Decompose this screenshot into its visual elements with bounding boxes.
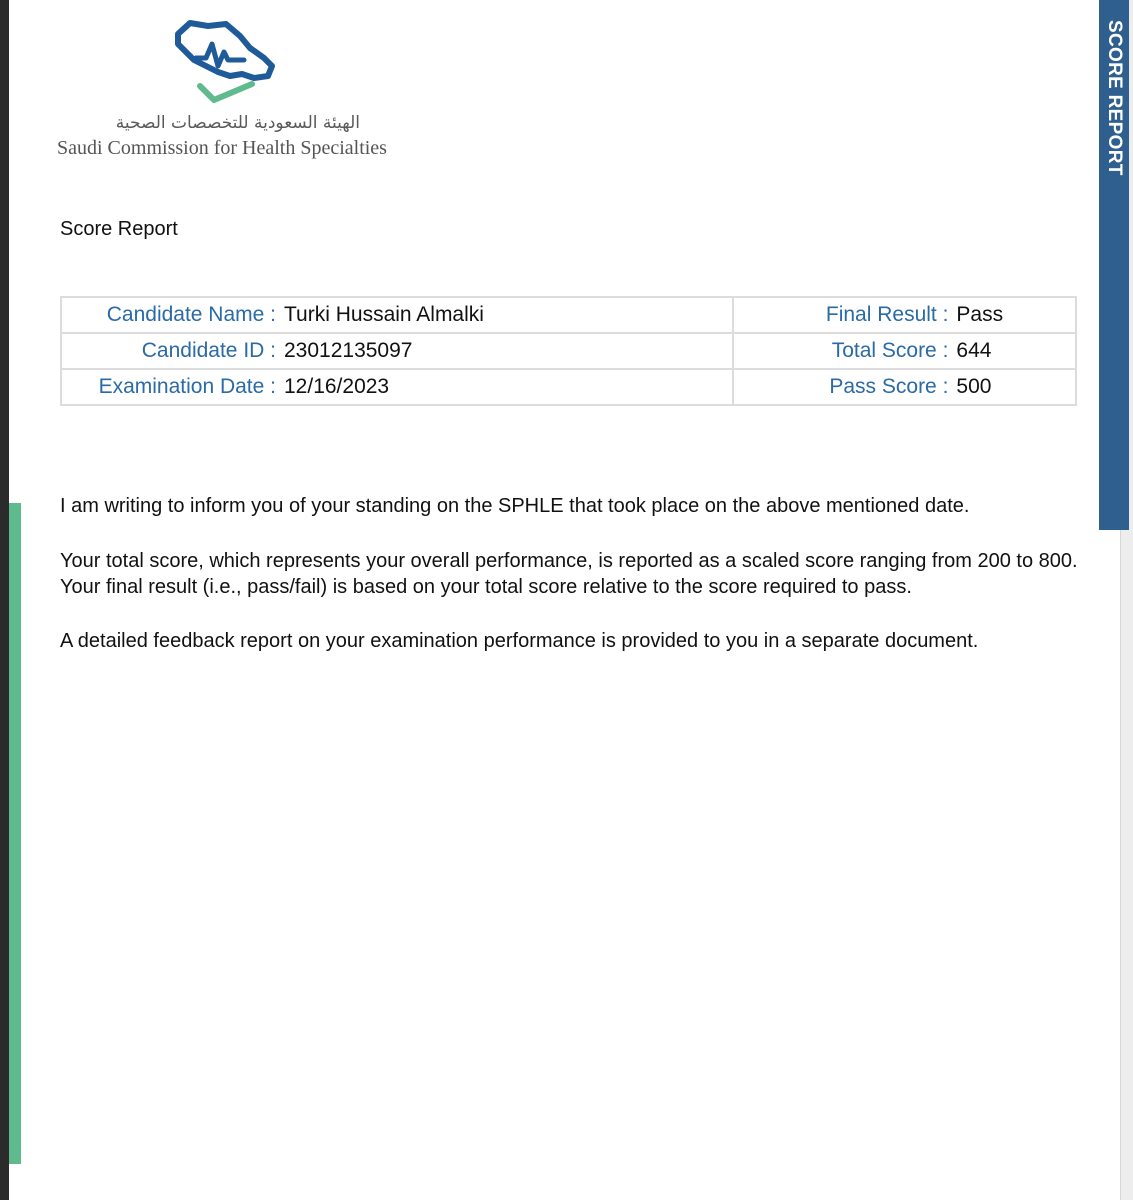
examination-date-label: Examination Date : [98,375,276,398]
body-paragraph-score-explanation: Your total score, which represents your overall performance, is reported as a scaled score ranging from 200 to 800. Your final result (i.e., pass/fail) is based on your total score relative to the score required to pass. [60,550,1078,598]
pass-score-label: Pass Score : [829,375,949,398]
side-tab-label: SCORE REPORT [1104,20,1125,176]
examination-date-cell [61,369,733,405]
final-result-label: Final Result : [825,303,949,326]
total-score-value: 644 [956,339,992,362]
final-result-value: Pass [956,303,1004,326]
green-accent-bar [9,503,21,1164]
pass-score-value: 500 [956,375,992,398]
table-row [61,297,1076,333]
side-tab-label-container [1099,20,1129,195]
final-result-cell [733,297,1076,333]
candidate-id-label: Candidate ID : [141,339,276,362]
candidate-name-value: Turki Hussain Almalki [284,303,484,326]
candidate-name-label: Candidate Name : [106,303,276,326]
candidate-id-value: 23012135097 [284,339,413,362]
candidate-name-cell [61,297,733,333]
left-page-edge [0,0,9,1200]
candidate-id-cell [61,333,733,369]
total-score-label: Total Score : [831,339,949,362]
total-score-cell [733,333,1076,369]
table-row [61,333,1076,369]
org-name-english: Saudi Commission for Health Specialties [57,137,387,159]
body-paragraph-feedback: A detailed feedback report on your examination performance is provided to you in a separate document. [60,630,979,652]
document-title: Score Report [60,218,178,240]
pass-score-cell [733,369,1076,405]
map-heartbeat-check-logo-icon [168,14,280,106]
body-paragraph-intro: I am writing to inform you of your standing on the SPHLE that took place on the above mentioned date. [60,495,970,517]
table-row [61,369,1076,405]
examination-date-value: 12/16/2023 [284,375,390,398]
org-name-arabic: الهيئة السعودية للتخصصات الصحية [115,113,360,133]
candidate-info-table [60,296,1077,406]
